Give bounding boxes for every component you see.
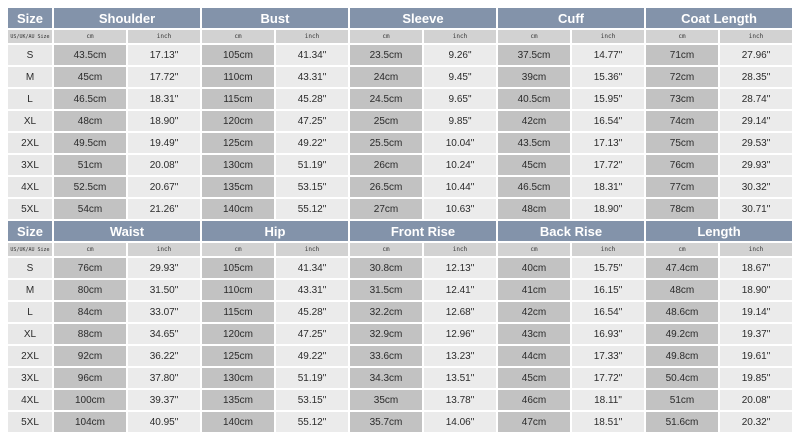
cm-value-cell: 37.5cm [498,45,570,65]
cm-value-cell: 46.5cm [54,89,126,109]
table-row [8,324,792,344]
inch-value-cell: 12.68" [424,302,496,322]
inch-value-cell: 10.44" [424,177,496,197]
cm-value-cell: 76cm [54,258,126,278]
cm-value-cell: 43.5cm [54,45,126,65]
inch-value-cell: 13.51" [424,368,496,388]
inch-value-cell: 19.49" [128,133,200,153]
unit-inch-label: inch [572,243,644,256]
inch-value-cell: 12.96" [424,324,496,344]
inch-value-cell: 9.26" [424,45,496,65]
cm-value-cell: 130cm [202,368,274,388]
size-system-label: US/UK/AU Size [8,30,52,43]
cm-value-cell: 135cm [202,177,274,197]
cm-value-cell: 26cm [350,155,422,175]
inch-value-cell: 9.65" [424,89,496,109]
cm-value-cell: 41cm [498,280,570,300]
inch-value-cell: 18.31" [572,177,644,197]
cm-value-cell: 130cm [202,155,274,175]
inch-value-cell: 29.93" [720,155,792,175]
measurement-header: Hip [202,221,348,241]
cm-value-cell: 45cm [498,368,570,388]
inch-value-cell: 45.28" [276,89,348,109]
inch-value-cell: 13.78" [424,390,496,410]
inch-value-cell: 18.51" [572,412,644,432]
cm-value-cell: 39cm [498,67,570,87]
size-cell: S [8,258,52,278]
inch-value-cell: 10.63" [424,199,496,219]
cm-value-cell: 54cm [54,199,126,219]
inch-value-cell: 39.37" [128,390,200,410]
inch-value-cell: 36.22" [128,346,200,366]
size-cell: 4XL [8,177,52,197]
cm-value-cell: 125cm [202,133,274,153]
cm-value-cell: 96cm [54,368,126,388]
inch-value-cell: 19.61" [720,346,792,366]
cm-value-cell: 40cm [498,258,570,278]
cm-value-cell: 32.2cm [350,302,422,322]
measurement-header: Coat Length [646,8,792,28]
cm-value-cell: 25.5cm [350,133,422,153]
cm-value-cell: 33.6cm [350,346,422,366]
unit-inch-label: inch [720,243,792,256]
unit-row [8,243,792,256]
cm-value-cell: 88cm [54,324,126,344]
cm-value-cell: 32.9cm [350,324,422,344]
measurement-header: Shoulder [54,8,200,28]
size-cell: M [8,67,52,87]
size-cell: L [8,302,52,322]
inch-value-cell: 10.04" [424,133,496,153]
unit-inch-label: inch [128,243,200,256]
inch-value-cell: 49.22" [276,346,348,366]
unit-cm-label: cm [202,30,274,43]
inch-value-cell: 17.13" [128,45,200,65]
cm-value-cell: 92cm [54,346,126,366]
table-row [8,412,792,432]
inch-value-cell: 37.80" [128,368,200,388]
inch-value-cell: 15.95" [572,89,644,109]
cm-value-cell: 47.4cm [646,258,718,278]
cm-value-cell: 43cm [498,324,570,344]
inch-value-cell: 29.53" [720,133,792,153]
section-header-row [8,8,792,28]
unit-inch-label: inch [276,243,348,256]
unit-cm-label: cm [350,30,422,43]
measurement-header: Waist [54,221,200,241]
cm-value-cell: 34.3cm [350,368,422,388]
size-chart-body [8,8,792,432]
cm-value-cell: 47cm [498,412,570,432]
cm-value-cell: 50.4cm [646,368,718,388]
table-row [8,89,792,109]
size-column-header: Size [8,221,52,241]
cm-value-cell: 31.5cm [350,280,422,300]
size-column-header: Size [8,8,52,28]
inch-value-cell: 30.32" [720,177,792,197]
inch-value-cell: 9.45" [424,67,496,87]
cm-value-cell: 100cm [54,390,126,410]
table-row [8,133,792,153]
cm-value-cell: 24.5cm [350,89,422,109]
cm-value-cell: 25cm [350,111,422,131]
inch-value-cell: 33.07" [128,302,200,322]
cm-value-cell: 49.2cm [646,324,718,344]
inch-value-cell: 19.14" [720,302,792,322]
unit-cm-label: cm [646,243,718,256]
inch-value-cell: 55.12" [276,199,348,219]
size-cell: M [8,280,52,300]
cm-value-cell: 48cm [498,199,570,219]
cm-value-cell: 72cm [646,67,718,87]
inch-value-cell: 9.85" [424,111,496,131]
inch-value-cell: 12.41" [424,280,496,300]
inch-value-cell: 16.54" [572,111,644,131]
unit-inch-label: inch [276,30,348,43]
cm-value-cell: 71cm [646,45,718,65]
size-cell: 4XL [8,390,52,410]
size-cell: 2XL [8,133,52,153]
cm-value-cell: 23.5cm [350,45,422,65]
cm-value-cell: 140cm [202,199,274,219]
cm-value-cell: 30.8cm [350,258,422,278]
measurement-header: Bust [202,8,348,28]
measurement-header: Back Rise [498,221,644,241]
cm-value-cell: 115cm [202,89,274,109]
cm-value-cell: 24cm [350,67,422,87]
cm-value-cell: 43.5cm [498,133,570,153]
table-row [8,111,792,131]
table-row [8,177,792,197]
inch-value-cell: 53.15" [276,390,348,410]
cm-value-cell: 44cm [498,346,570,366]
inch-value-cell: 14.06" [424,412,496,432]
inch-value-cell: 43.31" [276,67,348,87]
cm-value-cell: 52.5cm [54,177,126,197]
unit-cm-label: cm [350,243,422,256]
inch-value-cell: 18.90" [572,199,644,219]
inch-value-cell: 10.24" [424,155,496,175]
cm-value-cell: 26.5cm [350,177,422,197]
cm-value-cell: 49.5cm [54,133,126,153]
cm-value-cell: 40.5cm [498,89,570,109]
table-row [8,280,792,300]
table-row [8,258,792,278]
inch-value-cell: 17.72" [572,368,644,388]
cm-value-cell: 49.8cm [646,346,718,366]
cm-value-cell: 74cm [646,111,718,131]
cm-value-cell: 120cm [202,111,274,131]
cm-value-cell: 48cm [646,280,718,300]
table-row [8,390,792,410]
table-row [8,67,792,87]
measurement-header: Cuff [498,8,644,28]
cm-value-cell: 51cm [646,390,718,410]
inch-value-cell: 28.74" [720,89,792,109]
unit-cm-label: cm [202,243,274,256]
inch-value-cell: 47.25" [276,111,348,131]
cm-value-cell: 73cm [646,89,718,109]
inch-value-cell: 20.32" [720,412,792,432]
measurement-header: Sleeve [350,8,496,28]
inch-value-cell: 51.19" [276,155,348,175]
cm-value-cell: 140cm [202,412,274,432]
measurement-header: Length [646,221,792,241]
inch-value-cell: 17.33" [572,346,644,366]
unit-cm-label: cm [498,30,570,43]
cm-value-cell: 48cm [54,111,126,131]
cm-value-cell: 27cm [350,199,422,219]
inch-value-cell: 19.85" [720,368,792,388]
cm-value-cell: 42cm [498,111,570,131]
size-system-label: US/UK/AU Size [8,243,52,256]
unit-inch-label: inch [128,30,200,43]
size-cell: 5XL [8,199,52,219]
table-row [8,368,792,388]
cm-value-cell: 46cm [498,390,570,410]
cm-value-cell: 105cm [202,258,274,278]
cm-value-cell: 80cm [54,280,126,300]
unit-inch-label: inch [572,30,644,43]
inch-value-cell: 18.67" [720,258,792,278]
size-cell: 3XL [8,155,52,175]
size-cell: S [8,45,52,65]
inch-value-cell: 43.31" [276,280,348,300]
table-row [8,45,792,65]
inch-value-cell: 41.34" [276,258,348,278]
inch-value-cell: 21.26" [128,199,200,219]
inch-value-cell: 16.15" [572,280,644,300]
unit-cm-label: cm [646,30,718,43]
cm-value-cell: 51.6cm [646,412,718,432]
size-cell: 5XL [8,412,52,432]
table-row [8,302,792,322]
table-row [8,346,792,366]
size-cell: 2XL [8,346,52,366]
cm-value-cell: 115cm [202,302,274,322]
inch-value-cell: 13.23" [424,346,496,366]
cm-value-cell: 78cm [646,199,718,219]
cm-value-cell: 76cm [646,155,718,175]
cm-value-cell: 110cm [202,67,274,87]
inch-value-cell: 30.71" [720,199,792,219]
cm-value-cell: 35cm [350,390,422,410]
cm-value-cell: 120cm [202,324,274,344]
unit-inch-label: inch [424,243,496,256]
cm-value-cell: 42cm [498,302,570,322]
unit-cm-label: cm [54,30,126,43]
cm-value-cell: 84cm [54,302,126,322]
measurement-header: Front Rise [350,221,496,241]
inch-value-cell: 18.31" [128,89,200,109]
size-chart-table [6,6,794,434]
size-cell: L [8,89,52,109]
inch-value-cell: 53.15" [276,177,348,197]
inch-value-cell: 18.11" [572,390,644,410]
table-row [8,199,792,219]
unit-cm-label: cm [498,243,570,256]
cm-value-cell: 77cm [646,177,718,197]
inch-value-cell: 41.34" [276,45,348,65]
unit-inch-label: inch [720,30,792,43]
inch-value-cell: 29.93" [128,258,200,278]
inch-value-cell: 20.67" [128,177,200,197]
cm-value-cell: 45cm [54,67,126,87]
inch-value-cell: 16.93" [572,324,644,344]
inch-value-cell: 40.95" [128,412,200,432]
inch-value-cell: 47.25" [276,324,348,344]
section-header-row [8,221,792,241]
inch-value-cell: 20.08" [720,390,792,410]
inch-value-cell: 19.37" [720,324,792,344]
inch-value-cell: 12.13" [424,258,496,278]
inch-value-cell: 17.72" [128,67,200,87]
cm-value-cell: 105cm [202,45,274,65]
cm-value-cell: 75cm [646,133,718,153]
cm-value-cell: 135cm [202,390,274,410]
size-cell: XL [8,324,52,344]
inch-value-cell: 34.65" [128,324,200,344]
inch-value-cell: 17.72" [572,155,644,175]
cm-value-cell: 35.7cm [350,412,422,432]
inch-value-cell: 28.35" [720,67,792,87]
inch-value-cell: 29.14" [720,111,792,131]
size-cell: 3XL [8,368,52,388]
inch-value-cell: 16.54" [572,302,644,322]
size-cell: XL [8,111,52,131]
unit-row [8,30,792,43]
inch-value-cell: 20.08" [128,155,200,175]
cm-value-cell: 46.5cm [498,177,570,197]
inch-value-cell: 55.12" [276,412,348,432]
cm-value-cell: 104cm [54,412,126,432]
inch-value-cell: 18.90" [720,280,792,300]
inch-value-cell: 45.28" [276,302,348,322]
cm-value-cell: 48.6cm [646,302,718,322]
unit-cm-label: cm [54,243,126,256]
inch-value-cell: 17.13" [572,133,644,153]
cm-value-cell: 110cm [202,280,274,300]
inch-value-cell: 51.19" [276,368,348,388]
table-row [8,155,792,175]
cm-value-cell: 125cm [202,346,274,366]
cm-value-cell: 45cm [498,155,570,175]
inch-value-cell: 14.77" [572,45,644,65]
inch-value-cell: 15.75" [572,258,644,278]
unit-inch-label: inch [424,30,496,43]
inch-value-cell: 49.22" [276,133,348,153]
inch-value-cell: 15.36" [572,67,644,87]
inch-value-cell: 27.96" [720,45,792,65]
cm-value-cell: 51cm [54,155,126,175]
inch-value-cell: 31.50" [128,280,200,300]
inch-value-cell: 18.90" [128,111,200,131]
